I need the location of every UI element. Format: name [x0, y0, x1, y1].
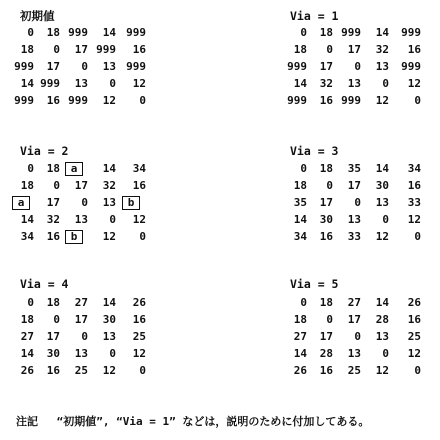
matrix-row [8, 58, 146, 75]
matrix-via-1 [281, 24, 421, 109]
matrix-cell: 13 [102, 60, 116, 73]
matrix-cell: 999 [14, 94, 34, 107]
matrix-cell: 16 [46, 364, 60, 377]
matrix-cell: 0 [414, 364, 421, 377]
matrix-cell: 999 [96, 43, 116, 56]
matrix-initial [8, 24, 146, 109]
footnote-head: 注記 [16, 415, 38, 428]
matrix-row [8, 228, 146, 245]
matrix-cell: 0 [139, 364, 146, 377]
matrix-cell: 12 [132, 347, 146, 360]
matrix-row [281, 177, 421, 194]
matrix-via-5 [281, 294, 421, 379]
matrix-row [281, 328, 421, 345]
matrix-cell: 0 [109, 347, 116, 360]
matrix-cell: 18 [293, 313, 307, 326]
matrix-row [8, 75, 146, 92]
matrix-row [8, 362, 146, 379]
boxed-placeholder-b: b [122, 196, 140, 210]
matrix-cell: 13 [74, 213, 88, 226]
matrix-cell: 0 [414, 230, 421, 243]
matrix-cell: 28 [375, 313, 389, 326]
matrix-via-3 [281, 160, 421, 245]
matrix-cell: 12 [375, 364, 389, 377]
matrix-cell: 32 [46, 213, 60, 226]
matrix-cell: 17 [319, 330, 333, 343]
block-title-via-2: Via = 2 [20, 144, 69, 158]
block-title-initial: 初期値 [20, 9, 55, 23]
matrix-cell: 12 [407, 77, 421, 90]
matrix-cell: 28 [319, 347, 333, 360]
matrix-cell: 27 [347, 296, 361, 309]
matrix-row [281, 194, 421, 211]
footnote-text: “初期値”, “Via = 1” などは，説明のために付加してある。 [56, 415, 370, 428]
matrix-cell: 34 [132, 162, 146, 175]
matrix-row [281, 345, 421, 362]
matrix-cell: 18 [46, 26, 60, 39]
matrix-cell: 18 [20, 179, 34, 192]
matrix-cell: 18 [293, 179, 307, 192]
matrix-cell: 12 [375, 230, 389, 243]
matrix-cell: 25 [132, 330, 146, 343]
matrix-cell: 33 [347, 230, 361, 243]
matrix-cell: 16 [319, 230, 333, 243]
matrix-cell: 17 [74, 179, 88, 192]
matrix-row [8, 92, 146, 109]
matrix-row [8, 24, 146, 41]
matrix-row [8, 41, 146, 58]
matrix-cell: 0 [354, 196, 361, 209]
matrix-cell-boxed [60, 160, 88, 177]
matrix-cell: 13 [74, 347, 88, 360]
matrix-cell: 12 [132, 77, 146, 90]
matrix-cell: 0 [300, 26, 307, 39]
matrix-cell: 34 [20, 230, 34, 243]
matrix-row [281, 58, 421, 75]
matrix-cell: 35 [347, 162, 361, 175]
matrix-cell: 13 [347, 213, 361, 226]
matrix-row [8, 160, 146, 177]
matrix-cell: 0 [300, 162, 307, 175]
matrix-cell: 17 [46, 196, 60, 209]
matrix-cell: 999 [14, 60, 34, 73]
matrix-cell-boxed [8, 194, 34, 211]
matrix-cell: 12 [375, 94, 389, 107]
matrix-cell: 17 [74, 313, 88, 326]
matrix-cell: 999 [341, 26, 361, 39]
matrix-cell: 16 [319, 94, 333, 107]
matrix-cell: 0 [81, 196, 88, 209]
matrix-cell: 17 [74, 43, 88, 56]
matrix-cell: 17 [46, 330, 60, 343]
matrix-cell: 14 [20, 213, 34, 226]
matrix-cell: 14 [375, 296, 389, 309]
matrix-cell: 16 [46, 94, 60, 107]
matrix-cell: 0 [53, 313, 60, 326]
matrix-cell: 999 [287, 94, 307, 107]
matrix-cell: 999 [68, 26, 88, 39]
matrix-cell: 26 [293, 364, 307, 377]
matrix-cell: 999 [40, 77, 60, 90]
matrix-cell: 17 [46, 60, 60, 73]
matrix-cell: 0 [139, 94, 146, 107]
matrix-cell: 27 [74, 296, 88, 309]
matrix-cell: 999 [401, 60, 421, 73]
matrix-cell-boxed [116, 194, 146, 211]
matrix-row [281, 362, 421, 379]
matrix-row [8, 345, 146, 362]
matrix-cell: 16 [407, 313, 421, 326]
block-title-via-5: Via = 5 [290, 277, 339, 291]
matrix-cell: 16 [132, 313, 146, 326]
matrix-cell: 18 [319, 162, 333, 175]
footnote [16, 413, 369, 429]
matrix-cell: 12 [102, 94, 116, 107]
matrix-cell: 0 [53, 179, 60, 192]
matrix-cell: 16 [319, 364, 333, 377]
matrix-cell: 35 [293, 196, 307, 209]
matrix-cell: 999 [287, 60, 307, 73]
matrix-cell: 30 [375, 179, 389, 192]
matrix-cell: 14 [20, 77, 34, 90]
matrix-row [8, 211, 146, 228]
matrix-cell: 0 [53, 43, 60, 56]
matrix-cell: 13 [102, 196, 116, 209]
matrix-row [8, 311, 146, 328]
matrix-cell: 14 [20, 347, 34, 360]
matrix-cell: 14 [102, 26, 116, 39]
matrix-cell: 0 [27, 162, 34, 175]
matrix-cell: 27 [293, 330, 307, 343]
matrix-row [281, 24, 421, 41]
matrix-cell: 25 [347, 364, 361, 377]
matrix-cell: 12 [132, 213, 146, 226]
matrix-cell: 17 [347, 313, 361, 326]
matrix-cell: 999 [68, 94, 88, 107]
matrix-cell: 0 [27, 26, 34, 39]
matrix-row [281, 311, 421, 328]
matrix-cell: 0 [109, 213, 116, 226]
matrix-cell: 12 [407, 213, 421, 226]
block-title-via-4: Via = 4 [20, 277, 69, 291]
matrix-cell: 17 [347, 43, 361, 56]
matrix-cell: 0 [382, 77, 389, 90]
matrix-cell: 26 [20, 364, 34, 377]
matrix-cell: 16 [132, 43, 146, 56]
matrix-cell: 14 [293, 213, 307, 226]
matrix-cell: 18 [20, 313, 34, 326]
matrix-cell: 13 [375, 330, 389, 343]
matrix-cell: 0 [414, 94, 421, 107]
matrix-cell: 13 [375, 60, 389, 73]
matrix-cell: 17 [347, 179, 361, 192]
matrix-cell: 18 [46, 296, 60, 309]
matrix-cell: 17 [319, 60, 333, 73]
matrix-cell: 12 [102, 230, 116, 243]
matrix-cell: 0 [300, 296, 307, 309]
matrix-cell: 12 [102, 364, 116, 377]
matrix-row [8, 294, 146, 311]
matrix-cell: 13 [347, 347, 361, 360]
matrix-cell-boxed [60, 228, 88, 245]
matrix-cell: 14 [375, 26, 389, 39]
matrix-cell: 30 [319, 213, 333, 226]
matrix-cell: 999 [401, 26, 421, 39]
block-title-via-1: Via = 1 [290, 9, 339, 23]
matrix-cell: 34 [407, 162, 421, 175]
matrix-cell: 0 [81, 60, 88, 73]
matrix-cell: 14 [375, 162, 389, 175]
matrix-row [8, 328, 146, 345]
matrix-cell: 32 [102, 179, 116, 192]
matrix-cell: 18 [293, 43, 307, 56]
matrix-cell: 26 [132, 296, 146, 309]
block-title-via-3: Via = 3 [290, 144, 339, 158]
matrix-row [281, 160, 421, 177]
matrix-cell: 27 [20, 330, 34, 343]
matrix-cell: 14 [102, 296, 116, 309]
boxed-placeholder-b: b [65, 230, 83, 244]
boxed-placeholder-a: a [65, 162, 83, 176]
matrix-cell: 26 [407, 296, 421, 309]
matrix-cell: 13 [74, 77, 88, 90]
matrix-via-4 [8, 294, 146, 379]
matrix-cell: 25 [407, 330, 421, 343]
matrix-cell: 32 [375, 43, 389, 56]
matrix-row [281, 211, 421, 228]
matrix-cell: 30 [102, 313, 116, 326]
matrix-cell: 0 [382, 213, 389, 226]
matrix-via-2 [8, 160, 146, 245]
matrix-cell: 16 [407, 179, 421, 192]
boxed-placeholder-a: a [12, 196, 30, 210]
matrix-cell: 34 [293, 230, 307, 243]
matrix-row [8, 194, 146, 211]
matrix-cell: 0 [326, 179, 333, 192]
matrix-cell: 0 [354, 60, 361, 73]
matrix-cell: 18 [319, 296, 333, 309]
matrix-cell: 18 [46, 162, 60, 175]
matrix-cell: 13 [347, 77, 361, 90]
matrix-cell: 32 [319, 77, 333, 90]
matrix-row [281, 228, 421, 245]
matrix-cell: 0 [139, 230, 146, 243]
matrix-cell: 14 [293, 347, 307, 360]
matrix-cell: 14 [293, 77, 307, 90]
matrix-cell: 14 [102, 162, 116, 175]
matrix-cell: 33 [407, 196, 421, 209]
matrix-cell: 999 [126, 26, 146, 39]
matrix-cell: 0 [27, 296, 34, 309]
matrix-cell: 999 [341, 94, 361, 107]
matrix-cell: 25 [74, 364, 88, 377]
matrix-cell: 0 [354, 330, 361, 343]
matrix-cell: 13 [102, 330, 116, 343]
matrix-cell: 16 [407, 43, 421, 56]
matrix-cell: 18 [20, 43, 34, 56]
matrix-cell: 17 [319, 196, 333, 209]
matrix-cell: 16 [132, 179, 146, 192]
matrix-cell: 30 [46, 347, 60, 360]
matrix-row [281, 75, 421, 92]
matrix-cell: 0 [326, 313, 333, 326]
matrix-cell: 0 [81, 330, 88, 343]
matrix-cell: 0 [326, 43, 333, 56]
matrix-cell: 12 [407, 347, 421, 360]
matrix-row [281, 92, 421, 109]
matrix-row [281, 41, 421, 58]
matrix-cell: 16 [46, 230, 60, 243]
matrix-row [281, 294, 421, 311]
matrix-cell: 13 [375, 196, 389, 209]
matrix-row [8, 177, 146, 194]
matrix-cell: 0 [109, 77, 116, 90]
matrix-cell: 18 [319, 26, 333, 39]
matrix-cell: 0 [382, 347, 389, 360]
matrix-cell: 999 [126, 60, 146, 73]
